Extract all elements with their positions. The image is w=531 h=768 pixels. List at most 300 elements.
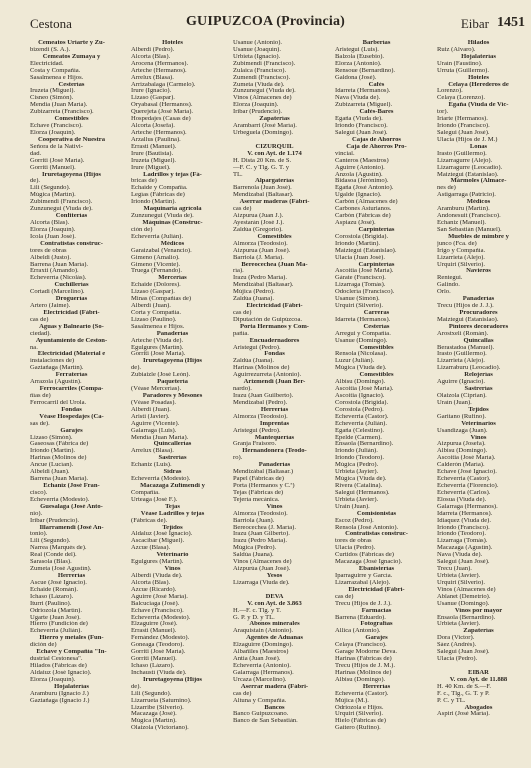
directory-line: Barberías xyxy=(362,40,391,46)
directory-line: Barrena (Juan María). xyxy=(30,261,89,268)
directory-line: Azcue (Blasa). xyxy=(131,545,171,552)
directory-line: Lizarragurre (Alejo). xyxy=(437,157,493,164)
directory-line: (Véase Mercerías). xyxy=(131,386,182,393)
directory-line: Ensaola (Bernardino). xyxy=(437,614,496,621)
directory-line: Barrenola (Juan José). xyxy=(233,185,292,192)
directory-line: Vinos (Almacenes de) xyxy=(233,559,292,566)
directory-line: Sáez (Andrés). xyxy=(437,642,477,649)
directory-line: Salegui (Juan José). xyxy=(437,649,490,656)
directory-line: Galarraga (Luis). xyxy=(131,427,177,434)
directory-line: Corta y Compañía. xyxy=(131,309,181,316)
directory-line: Zubizarreta (Miguel). xyxy=(335,102,393,109)
directory-line: Maquinaria agrícola xyxy=(143,206,202,213)
directory-line: Cemeatos Zumaya y xyxy=(42,53,101,60)
directory-line: cas de) xyxy=(335,593,354,600)
directory-line: Diputación de Guipúzcoa. xyxy=(233,316,303,323)
directory-line: cisco). xyxy=(30,489,48,496)
directory-line: Panaderías xyxy=(462,296,495,303)
header-right-town: Eibar xyxy=(460,16,489,31)
directory-line: Arrazola (Agustín). xyxy=(30,379,82,386)
directory-line: Ulacia (Pedro). xyxy=(335,545,376,552)
directory-line: Lizaso (Simón). xyxy=(30,434,73,441)
directory-line: Granja Fraisoro. xyxy=(233,441,277,448)
directory-line: Comisionistas xyxy=(356,510,397,517)
directory-line: Idarreta (Hermanos). xyxy=(335,88,391,95)
directory-line: Aguirre (Vicente). xyxy=(131,420,180,427)
column-2 xyxy=(131,40,214,766)
directory-line: DEVA xyxy=(265,593,284,600)
directory-line: Antia (Juan José). xyxy=(233,656,281,663)
directory-line: Alcorta (Blas). xyxy=(131,579,171,586)
directory-line: Aspiri (José María). xyxy=(437,711,490,718)
directory-line: Echeverria (Castor). xyxy=(335,413,389,420)
directory-line: Albisu (Domingo). xyxy=(335,676,386,683)
directory-line: Lili (Segundo). xyxy=(30,185,71,192)
directory-line: Iriondo (Francisco). xyxy=(437,123,490,130)
directory-line: Zaldúa (Gregorio). xyxy=(233,226,283,233)
directory-line: Garage Modorne Deva. xyxy=(335,649,398,656)
directory-line: Lizarrieta (Alejo). xyxy=(437,358,485,365)
directory-line: Altuna y Compañía. xyxy=(233,697,287,704)
directory-line: Veterinarios xyxy=(461,420,496,427)
directory-line: nes de) xyxy=(437,185,456,192)
directory-line: Macazaga (José Ignacio). xyxy=(335,559,403,566)
directory-line: Balzola (Eusebio). xyxy=(335,53,385,60)
directory-line: Celaya (Lorenzo). xyxy=(437,95,485,102)
directory-line: Irazu (Juan Guilberto). xyxy=(233,393,294,400)
directory-line: Alpargaterías xyxy=(255,178,294,185)
directory-line: Berastadoa (Manuel). xyxy=(437,344,495,351)
directory-line: Ferrocarriles (Compa- xyxy=(39,386,104,393)
directory-line: Echave (José Ignacio). xyxy=(437,469,497,476)
directory-line: Minas (Compañías de) xyxy=(131,296,192,303)
directory-line: Elzaguirre (José). xyxy=(131,621,178,628)
directory-line: TL. xyxy=(233,171,243,178)
directory-line: Comestibles xyxy=(257,233,292,240)
directory-line: Zubimendi (Francisco). xyxy=(30,199,93,206)
directory-line: Salegui (Juan José). xyxy=(335,129,388,136)
directory-line: Iriondo (Martín). xyxy=(30,448,76,455)
directory-line: Aguirre (Ignacio). xyxy=(437,379,485,386)
directory-line: Echeverria (Antonio). xyxy=(233,662,291,669)
directory-line: Galdona (José). xyxy=(335,74,377,81)
directory-line: Rensoue (Bernardino). xyxy=(335,67,396,74)
directory-line: Azcue (Ricardo). xyxy=(131,586,177,593)
directory-line: Urbieta (Javier). xyxy=(437,572,481,579)
directory-line: Odriozola e Hijos. xyxy=(335,704,384,711)
directory-line: Zunzunegui (Viuda de). xyxy=(30,206,93,213)
directory-line: Lizarrieta (Alejo). xyxy=(437,254,485,261)
directory-line: Carbón (Fábricas de) xyxy=(335,213,391,220)
directory-line: Gaitero (Rufino). xyxy=(335,725,381,732)
directory-line: Véase Hospedajes (Ca- xyxy=(39,413,104,420)
directory-line: Iriondo (Martín). xyxy=(131,199,177,206)
directory-line: F. c., Tlg., G. T. y P. xyxy=(437,690,490,697)
directory-line: Vinos xyxy=(164,566,181,573)
directory-line: Urquiri (Silverio). xyxy=(437,261,485,268)
directory-line: Echaniz (Luis). xyxy=(131,462,172,469)
directory-line: Ascue (José Ignacio). xyxy=(30,579,87,586)
directory-line: Lizaso (Paulino). xyxy=(131,316,177,323)
directory-line: Urquiri (Silverio). xyxy=(335,303,383,310)
directory-line: Tejería mecánica. xyxy=(233,496,280,503)
directory-line: Arocena (Hermanos). xyxy=(131,60,189,67)
directory-line: Gimeno (Amalio). xyxy=(131,254,180,261)
directory-line: Arrelux (Blasa). xyxy=(131,448,174,455)
directory-line: Macazaga (José). xyxy=(131,711,177,718)
directory-line: Echave (Francisco). xyxy=(30,123,83,130)
directory-line: Aspiazu (José). xyxy=(335,219,376,226)
directory-line: Albañiles (Maestros) xyxy=(233,649,289,656)
directory-line: Panaderías xyxy=(156,330,189,337)
directory-line: Señora de la Nativi- xyxy=(30,143,83,150)
header-province: GUIPUZCOA (Provincia) xyxy=(185,14,346,29)
directory-line: Iparraguirre y García. xyxy=(335,572,393,579)
directory-line: Carbón (Almacenes de) xyxy=(335,199,398,206)
directory-line: Truega (Fernando). xyxy=(131,268,183,275)
directory-line: Procuradores xyxy=(459,309,498,316)
directory-line: Balcuciaga (José). xyxy=(131,600,180,607)
directory-line: Egulgures (Martín). xyxy=(131,559,184,566)
directory-line: Urbieta (Ignacio). xyxy=(233,53,281,60)
directory-line: Zumendi (Francisco). xyxy=(233,74,291,81)
directory-line: Mendizabal (Baltasar). xyxy=(233,192,294,199)
directory-line: Aguas y Balneario (So- xyxy=(39,323,104,330)
directory-line: Tejas xyxy=(165,503,180,510)
directory-line: Pintores decoradores xyxy=(448,323,509,330)
directory-line: Electricidad (Fábri- xyxy=(348,586,405,593)
directory-line: pañía. xyxy=(233,330,249,337)
directory-line: ciedad). xyxy=(30,330,52,337)
directory-line: Albeldi (Justo). xyxy=(30,254,72,261)
directory-line: Arteche (Viuda de). xyxy=(131,337,184,344)
directory-line xyxy=(437,663,520,670)
directory-line: Lizarrueta (Saturnino). xyxy=(131,697,192,704)
directory-line: Galarraga (Hermanos). xyxy=(437,503,498,510)
directory-line: Alcorta (Blas). xyxy=(30,219,70,226)
directory-line: Alcorta (Josefa). xyxy=(131,123,175,130)
directory-line: V. con Ayt. de 1.174 xyxy=(247,150,302,157)
directory-line: Albisu (Domingo). xyxy=(437,448,488,455)
directory-line: San Sebastián (Manuel). xyxy=(437,226,502,233)
directory-line: Lizaso (Gaspar). xyxy=(131,289,175,296)
directory-line: Iriarte (Hermanos). xyxy=(437,116,488,123)
directory-line: V. con Ayt. de 3.863 xyxy=(247,600,302,607)
directory-line: Idarreta (Hermanos). xyxy=(437,510,493,517)
directory-line: Zunzunegui (Viuda de). xyxy=(233,88,296,95)
directory-line: Orlo. xyxy=(437,289,451,296)
directory-line: Alberdi (Juan). xyxy=(131,406,171,413)
directory-line: Maiztegui (Estanislao). xyxy=(437,171,499,178)
directory-line: Idarreta (Hermanos). xyxy=(335,316,391,323)
directory-line: Narrea (Marqués de). xyxy=(30,545,87,552)
column-5 xyxy=(437,40,520,766)
directory-line: Urquiri (Silverio). xyxy=(437,579,485,586)
directory-line: Urbeguela (Domingo). xyxy=(233,129,294,136)
directory-line: nardo). xyxy=(233,386,252,393)
directory-line: Zulaica (Francisco). xyxy=(233,67,287,74)
directory-line: tor). xyxy=(437,109,449,116)
directory-line: Tejidos xyxy=(162,524,183,531)
directory-line: (Fábricas de). xyxy=(131,517,168,524)
directory-line: Irasto (Guillermo). xyxy=(437,351,487,358)
directory-line: CIZURQUIL xyxy=(255,143,294,150)
directory-line: Usandizaga (Juan). xyxy=(437,427,488,434)
directory-line: Echeverría (Castor). xyxy=(335,690,389,697)
directory-line: Fondas xyxy=(264,351,285,358)
directory-line: Urteaga (José F.). xyxy=(131,496,178,503)
directory-line: Lorenzo). xyxy=(437,88,463,95)
directory-line: Bereocechea (J. María). xyxy=(233,524,296,531)
directory-line: Hoteles xyxy=(468,74,489,81)
directory-line: Gorriti (José María). xyxy=(131,351,186,358)
directory-line: Barriola (J. María). xyxy=(233,254,284,261)
directory-line: junco (Fca. de) xyxy=(437,240,477,247)
directory-line: Elorza (Joaquín). xyxy=(30,226,76,233)
directory-line: Corostola (Brígida). xyxy=(335,399,389,406)
directory-line: Cuchillerías xyxy=(54,282,89,289)
directory-line: Gaseosas (Fábrica de) xyxy=(30,441,89,448)
directory-line: Hilados xyxy=(467,40,490,46)
directory-line: Cemeatos Uriarte y Zu- xyxy=(38,40,105,46)
directory-line: Curtidos (Fábricas de) xyxy=(335,552,394,559)
directory-line: Maiztegui (Estanislao). xyxy=(437,316,499,323)
directory-line: Ascoitia (José María). xyxy=(335,268,394,275)
directory-line: Costa y Compañía. xyxy=(30,67,81,74)
directory-line: na. xyxy=(30,344,38,351)
directory-line: Almorza (Teodosio). xyxy=(233,510,288,517)
directory-line: Sastrerías xyxy=(158,455,187,462)
directory-line: Irazu (Juan Gilberto). xyxy=(233,531,290,538)
directory-line: H. 40 Km. de S.—F. xyxy=(437,683,492,690)
directory-line: Galarraga (Hermanos). xyxy=(233,669,294,676)
directory-line: Mendía (Juan María). xyxy=(131,434,189,441)
directory-line: Aramburu (Martín). xyxy=(437,206,490,213)
directory-line: Rentegui. xyxy=(437,275,463,282)
directory-line: Echaide y Compañía. xyxy=(131,185,188,192)
directory-line: Ablanet (Demetrio). xyxy=(437,593,491,600)
directory-line: Usanue (Joaquín). xyxy=(233,46,281,53)
directory-line: Fernández (Modesto). xyxy=(131,635,190,642)
directory-line: Zumeta (Viuda de). xyxy=(233,81,285,88)
directory-line: Lizarribe (Silverio). xyxy=(131,704,184,711)
directory-line: Irure (Bautista). xyxy=(131,150,174,157)
directory-line: Panaderías xyxy=(258,462,291,469)
directory-line: Paradores y Mesones xyxy=(142,393,203,400)
directory-line: Lili (Segundo). xyxy=(30,538,71,545)
directory-line: Mendizabal (Pedro). xyxy=(233,399,288,406)
directory-line: Zaldúa (Juana). xyxy=(233,296,275,303)
directory-line: Múgica (Viuda de). xyxy=(335,476,387,483)
directory-line: Aserrar maderas (Fábri- xyxy=(239,199,310,206)
directory-line: Salegui (Hermanos). xyxy=(335,489,390,496)
directory-line: Vinos (Almacenes de) xyxy=(233,95,292,102)
directory-line: Elorza (Joaquín). xyxy=(233,102,279,109)
directory-line: Ulacia (Hijos de J. M.) xyxy=(437,136,498,143)
directory-line: Imprentas xyxy=(259,420,290,427)
directory-line: P. C. y TL. xyxy=(437,697,466,704)
directory-line: Irure (Miguel). xyxy=(131,164,171,171)
directory-line: Irure (Ignacio). xyxy=(131,88,172,95)
directory-line: Allica (Antonio). xyxy=(335,628,381,635)
directory-line: Aguirrezurreta (Antonio). xyxy=(233,372,302,379)
directory-line: Erraxti (Amando). xyxy=(30,268,79,275)
directory-line: Epelde (Carmen). xyxy=(335,434,382,441)
directory-line: ñías de) xyxy=(30,393,51,400)
directory-line: Echaniz (Manuel). xyxy=(437,219,487,226)
directory-line: Real (Conde del). xyxy=(30,552,77,559)
directory-line: Usanue (Domingo). xyxy=(437,600,490,607)
directory-line: Anzola (Agustín). xyxy=(335,171,383,178)
directory-line: Illarramendi (José An- xyxy=(39,524,104,531)
directory-line: Alberdi (Pedro). xyxy=(131,46,175,53)
directory-line: bricas de) xyxy=(131,178,157,185)
directory-line: Sidras xyxy=(163,469,182,476)
directory-line: Echeverria (Carlos). xyxy=(437,489,491,496)
directory-line: Bancos xyxy=(264,704,285,711)
directory-line: Iruzeta (Miguel). xyxy=(30,88,76,95)
directory-line: Farmacias xyxy=(361,607,392,614)
directory-line: Lizarraga (Viuda de). xyxy=(233,579,290,586)
directory-line: Garitano (Rufino). xyxy=(437,413,487,420)
directory-line: Aristi (Javier). xyxy=(131,413,170,420)
directory-line: Urbieta (Javier). xyxy=(437,621,481,628)
directory-line: Iruretagoyena (Hijos xyxy=(142,358,203,365)
directory-line: Ascoitia (Ignacio). xyxy=(335,393,385,400)
directory-line: EIBAR xyxy=(468,669,489,676)
directory-line: Carbones Asturianos. xyxy=(335,206,392,213)
directory-line: Contratistas construc- xyxy=(40,240,103,247)
directory-line: Aristegui (Pedro). xyxy=(233,427,281,434)
directory-line: Zubimendi (Francisco). xyxy=(233,60,296,67)
directory-line: Médicos xyxy=(160,240,185,247)
directory-line: Gaztañaga (Ignacio J.) xyxy=(30,697,90,704)
directory-line: Ugarte (Juan José). xyxy=(30,614,81,621)
directory-line: Urbieta (Jayier). xyxy=(335,469,379,476)
directory-line: Hilados (Fábricas de) xyxy=(30,662,87,669)
directory-line: Mújica (M.). xyxy=(335,697,369,704)
directory-line: Corostola (Brígida). xyxy=(335,233,389,240)
directory-line: Mercerías xyxy=(158,275,187,282)
directory-line: Múgica (Martín). xyxy=(30,192,76,199)
directory-line: Egaña (Viuda de). xyxy=(335,116,383,123)
directory-line: Iruretagoyena (Hijos xyxy=(41,171,102,178)
directory-line: Herrerías xyxy=(260,406,289,413)
directory-line: Elorza (Joaquín). xyxy=(30,676,76,683)
directory-line: Trecu (Hijos de J. J.). xyxy=(437,303,494,310)
directory-line: Zubiaizle (José León). xyxy=(131,372,191,379)
directory-line: Caja de Ahorros Pro- xyxy=(346,143,407,150)
directory-line: Ulacia (Juan José). xyxy=(335,254,385,261)
directory-line: ría). xyxy=(233,268,244,275)
directory-line: Errasti (Manuel). xyxy=(131,628,177,635)
directory-line: Echeverria (Modesto). xyxy=(131,476,191,483)
directory-line: Abogados xyxy=(464,704,493,711)
directory-line: Odriozola (Martín). xyxy=(30,607,82,614)
directory-line: vincial. xyxy=(335,150,355,157)
directory-line: Gaztañaga (Martín). xyxy=(30,365,84,372)
directory-line xyxy=(233,137,316,144)
directory-line: Ancue (Lucían). xyxy=(30,462,74,469)
directory-line: Urcaza (Marcelino). xyxy=(233,676,287,683)
directory-line: Ebanisterías xyxy=(358,566,395,573)
directory-line: Aristegui (Pedro). xyxy=(233,344,281,351)
directory-line: G. P. y D. y TL. xyxy=(233,614,275,621)
directory-line: Egaña (Celestino). xyxy=(335,427,385,434)
directory-line: Mendia (Juan María). xyxy=(30,102,88,109)
directory-line: Hielo (Fábricas de) xyxy=(335,718,386,725)
directory-line: Goneaga (Teodoro). xyxy=(131,642,184,649)
directory-line: Droguerías xyxy=(55,296,88,303)
directory-line: Banco Guipuzcoano. xyxy=(233,711,289,718)
directory-line: Zapaterías xyxy=(259,116,290,123)
directory-line: Alberdi (Juan). xyxy=(131,303,171,310)
directory-line: Máquinas (Construc- xyxy=(142,219,203,226)
directory-line: Múgica (Pedro). xyxy=(335,462,379,469)
directory-line: Zapaterías xyxy=(463,628,494,635)
directory-line: Hojalaterías xyxy=(461,53,496,60)
directory-line: Escoz (Pedro). xyxy=(335,517,374,524)
directory-line: Vinos xyxy=(470,434,487,441)
directory-line: Macazaga Zufimendi y xyxy=(140,483,205,489)
directory-line: Elzaguirre (Domingo). xyxy=(233,642,294,649)
directory-line: Múgica (Pedro). xyxy=(233,545,277,552)
directory-line: Zumeta (José Agustín). xyxy=(30,566,92,573)
directory-line: Agentes de Aduanas xyxy=(246,635,303,642)
directory-line: Mendizábal (Baltasar.) xyxy=(233,469,294,476)
directory-line: de). xyxy=(30,178,41,185)
directory-line: Electricidad (Fábri- xyxy=(246,303,303,310)
directory-line: Ulacia (Pedro). xyxy=(437,656,478,663)
directory-line: Electricidad (Material e xyxy=(37,351,106,358)
directory-line: Lizarrazabal (Alejo). xyxy=(335,579,391,586)
directory-line: Aguirre (Antonio). xyxy=(335,164,385,171)
directory-line: Urain (Juan). xyxy=(335,503,370,510)
directory-line: Uraín (Juan). xyxy=(437,399,472,406)
directory-line: Irasto (Guillermo). xyxy=(437,150,487,157)
directory-line: Almorza (Teodosio). xyxy=(233,240,288,247)
directory-line: Electricidad (Fábri- xyxy=(43,309,100,316)
directory-line: Harinas (Molinos de) xyxy=(335,669,392,676)
directory-line: Almorza (Teodosio). xyxy=(233,413,288,420)
directory-line: Iriondo (Francisco). xyxy=(437,524,490,531)
directory-line: Andonesuit (Francisco). xyxy=(437,213,501,220)
column-3 xyxy=(233,40,316,766)
directory-line: Luzur (Julián). xyxy=(335,358,375,365)
directory-line: Hoteles xyxy=(162,40,183,46)
directory-line: Celaya (Francisco). xyxy=(335,642,387,649)
directory-line: V. con Ayt. de 11.888 xyxy=(449,676,508,683)
directory-line: Tejidos xyxy=(468,406,489,413)
directory-line: Arrizabalaga (Carmelo). xyxy=(131,81,196,88)
header-left-town: Cestona xyxy=(30,16,72,31)
directory-line: Hierro (Fundición de) xyxy=(30,621,88,628)
directory-line: Bereocechea (Juan Ma- xyxy=(241,261,308,268)
directory-line: Cafés xyxy=(368,81,385,88)
directory-line: Abonos minerales xyxy=(249,621,300,628)
directory-line: Ladrillos y tejas (Fá- xyxy=(143,171,202,178)
directory-line: Porta (Hermanos y C.ª) xyxy=(233,483,295,489)
directory-line: Echave y Compañía "In- xyxy=(36,649,107,656)
directory-line: Aizpurua (Josefa). xyxy=(437,441,486,448)
directory-line: Trecu (Hijos de J. M.). xyxy=(335,662,396,669)
directory-line: Cisneo (Simón). xyxy=(30,95,74,102)
directory-line: Saldúa (Juana). xyxy=(233,552,274,559)
directory-line: ro). xyxy=(233,455,243,462)
directory-line: Compañía. xyxy=(131,489,160,496)
directory-line: cas de) xyxy=(233,309,252,316)
directory-line: Odoclería (Francisco). xyxy=(335,289,395,296)
